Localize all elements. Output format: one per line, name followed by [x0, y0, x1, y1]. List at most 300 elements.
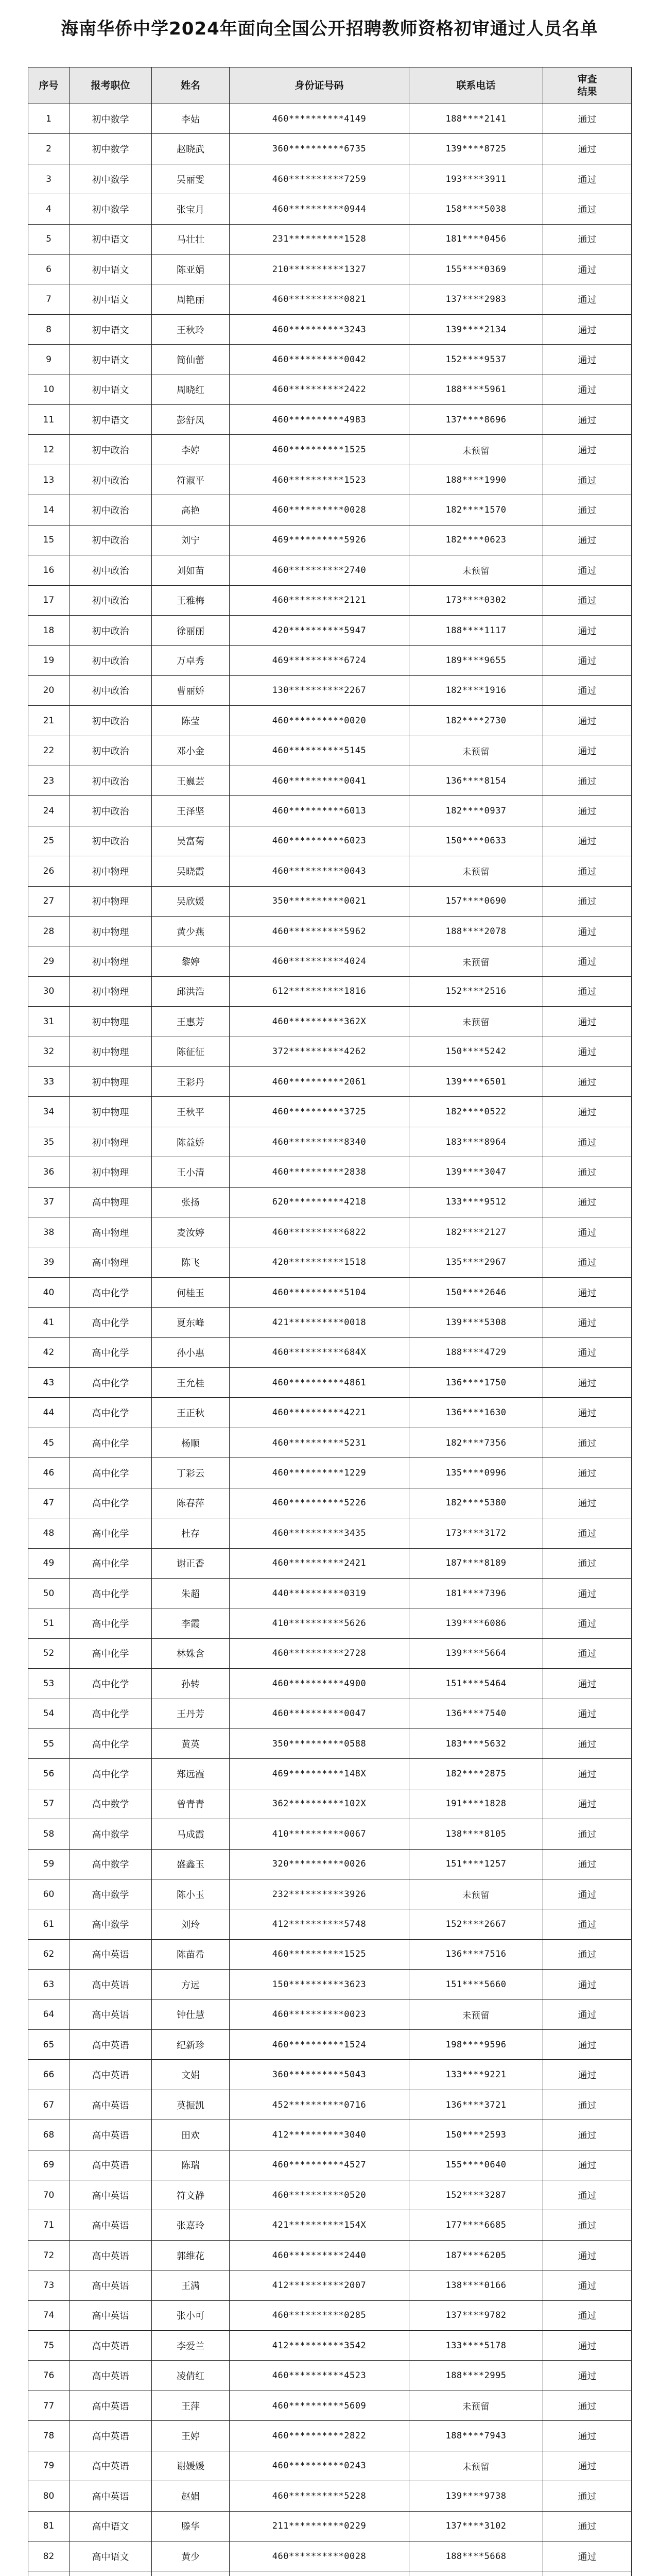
cell-result: 通过 [543, 766, 632, 795]
cell-phone: 187****6205 [409, 2240, 543, 2270]
cell-id: 460**********5145 [230, 736, 409, 766]
cell-result: 通过 [543, 1939, 632, 1969]
cell-position: 高中英语 [70, 1970, 152, 1999]
table-row [28, 1127, 632, 1157]
cell-name: 陈征征 [152, 1037, 230, 1066]
cell-position: 高中英语 [70, 2361, 152, 2391]
cell-name: 滕华 [152, 2511, 230, 2541]
cell-no: 14 [28, 495, 70, 525]
cell-no: 28 [28, 916, 70, 946]
cell-no: 74 [28, 2300, 70, 2330]
cell-id: 460**********4983 [230, 405, 409, 435]
cell-no: 65 [28, 2030, 70, 2060]
cell-no: 66 [28, 2060, 70, 2090]
cell-name: 郭维花 [152, 2240, 230, 2270]
cell-result: 通过 [543, 1999, 632, 2029]
cell-result: 通过 [543, 2481, 632, 2511]
cell-phone: 182****1570 [409, 495, 543, 525]
cell-id: 460**********0520 [230, 2180, 409, 2210]
cell-name: 陈益娇 [152, 1127, 230, 1157]
cell-phone: 188****4729 [409, 1337, 543, 1367]
cell-name: 盛鑫玉 [152, 1849, 230, 1879]
cell-result: 通过 [543, 1428, 632, 1458]
table-row [28, 164, 632, 194]
cell-phone: 155****0369 [409, 255, 543, 284]
table-row [28, 2060, 632, 2090]
cell-no: 25 [28, 826, 70, 856]
cell-name: 陈苗希 [152, 1939, 230, 1969]
cell-position: 高中化学 [70, 1608, 152, 1638]
cell-name: 邓小金 [152, 736, 230, 766]
table-row [28, 1909, 632, 1939]
cell-position: 初中政治 [70, 615, 152, 645]
cell-id: 460**********2421 [230, 1548, 409, 1578]
table-row [28, 1638, 632, 1668]
cell-result: 通过 [543, 976, 632, 1006]
cell-no [28, 2571, 70, 2576]
cell-id: 620**********4218 [230, 1187, 409, 1217]
cell-position: 初中物理 [70, 1127, 152, 1157]
cell-no: 11 [28, 405, 70, 435]
cell-name: 吴丽雯 [152, 164, 230, 194]
cell-id: 410**********5626 [230, 1608, 409, 1638]
cell-name: 曾青青 [152, 1789, 230, 1819]
cell-name: 高艳 [152, 495, 230, 525]
table-row [28, 1669, 632, 1699]
cell-id: 460**********1525 [230, 435, 409, 465]
cell-id: 460**********2061 [230, 1067, 409, 1097]
cell-position: 初中物理 [70, 886, 152, 916]
cell-name: 黄少燕 [152, 916, 230, 946]
cell-position: 高中化学 [70, 1578, 152, 1608]
cell-phone: 138****8105 [409, 1819, 543, 1849]
cell-position: 初中政治 [70, 646, 152, 675]
cell-position: 初中物理 [70, 976, 152, 1006]
table-row [28, 2451, 632, 2481]
cell-id: 460**********2822 [230, 2421, 409, 2451]
cell-name: 王彩丹 [152, 1067, 230, 1097]
cell-result: 通过 [543, 615, 632, 645]
cell-phone: 182****2730 [409, 706, 543, 736]
cell-result: 通过 [543, 2451, 632, 2481]
cell-no: 63 [28, 1970, 70, 1999]
cell-phone: 135****2967 [409, 1247, 543, 1277]
cell-id: 460**********1525 [230, 1939, 409, 1969]
cell-phone: 155****0640 [409, 2150, 543, 2180]
cell-id: 460**********5231 [230, 1428, 409, 1458]
cell-position: 高中数学 [70, 1789, 152, 1819]
cell-no: 43 [28, 1368, 70, 1398]
header-result [543, 67, 632, 104]
cell-no: 62 [28, 1939, 70, 1969]
cell-result: 通过 [543, 1217, 632, 1247]
cell-name: 王丹芳 [152, 1699, 230, 1728]
cell-no: 68 [28, 2120, 70, 2150]
table-row [28, 2150, 632, 2180]
table-row [28, 1488, 632, 1518]
cell-result: 通过 [543, 1638, 632, 1668]
table-row [28, 1608, 632, 1638]
table-row [28, 886, 632, 916]
cell-phone: 133****9221 [409, 2060, 543, 2090]
table-row [28, 1308, 632, 1337]
header-no: 序号 [28, 67, 70, 104]
table-row [28, 1037, 632, 1066]
cell-position: 初中政治 [70, 465, 152, 495]
cell-name: 莫振凯 [152, 2090, 230, 2120]
cell-result: 通过 [543, 1368, 632, 1398]
cell-no: 21 [28, 706, 70, 736]
table-row [28, 1187, 632, 1217]
table-row [28, 255, 632, 284]
cell-name: 王秋玲 [152, 314, 230, 344]
cell-id: 412**********3542 [230, 2331, 409, 2361]
table-row [28, 946, 632, 976]
cell-phone: 未预留 [409, 435, 543, 465]
cell-id: 460**********0020 [230, 706, 409, 736]
cell-name: 黎婷 [152, 946, 230, 976]
cell-no: 45 [28, 1428, 70, 1458]
cell-no: 22 [28, 736, 70, 766]
cell-result: 通过 [543, 1458, 632, 1488]
cell-result: 通过 [543, 1518, 632, 1548]
cell-name: 王允桂 [152, 1368, 230, 1398]
cell-id: 469**********148X [230, 1759, 409, 1789]
cell-id: 460**********0023 [230, 1999, 409, 2029]
cell-no: 32 [28, 1037, 70, 1066]
cell-result: 通过 [543, 405, 632, 435]
table-row [28, 976, 632, 1006]
cell-phone: 139****5308 [409, 1308, 543, 1337]
cell-name: 林姝含 [152, 1638, 230, 1668]
cell-id: 460**********1523 [230, 465, 409, 495]
cell-position: 初中物理 [70, 1157, 152, 1187]
cell-result: 通过 [543, 2030, 632, 2060]
cell-position: 高中英语 [70, 2421, 152, 2451]
cell-phone: 183****5632 [409, 1728, 543, 1758]
cell-name: 杜存 [152, 1518, 230, 1548]
header-position: 报考职位 [70, 67, 152, 104]
cell-no: 61 [28, 1909, 70, 1939]
cell-result: 通过 [543, 946, 632, 976]
cell-phone: 188****2141 [409, 104, 543, 134]
cell-phone: 177****6685 [409, 2210, 543, 2240]
cell-no: 34 [28, 1097, 70, 1127]
cell-position: 初中物理 [70, 1007, 152, 1037]
cell-no: 49 [28, 1548, 70, 1578]
cell-phone: 133****9512 [409, 1187, 543, 1217]
cell-name: 凌倩红 [152, 2361, 230, 2391]
cell-name: 刘宁 [152, 525, 230, 555]
cell-no: 73 [28, 2270, 70, 2300]
cell-name: 吴晓霞 [152, 856, 230, 886]
cell-phone: 未预留 [409, 946, 543, 976]
cell-position: 高中数学 [70, 1879, 152, 1909]
cell-phone: 188****5668 [409, 2541, 543, 2571]
cell-phone: 151****1257 [409, 1849, 543, 1879]
cell-phone: 136****1630 [409, 1398, 543, 1428]
cell-name: 曹丽娇 [152, 675, 230, 705]
cell-name: 周艳丽 [152, 284, 230, 314]
cell-phone: 193****3911 [409, 164, 543, 194]
cell-id: 362**********102X [230, 1789, 409, 1819]
cell-phone: 139****5664 [409, 1638, 543, 1668]
cell-id: 460**********684X [230, 1337, 409, 1367]
cell-no: 13 [28, 465, 70, 495]
cell-no: 24 [28, 796, 70, 826]
cell-position: 高中英语 [70, 2210, 152, 2240]
cell-result: 通过 [543, 1789, 632, 1819]
cell-no: 72 [28, 2240, 70, 2270]
table-row [28, 525, 632, 555]
cell-id: 211**********0229 [230, 2511, 409, 2541]
cell-result [543, 2571, 632, 2576]
cell-phone: 188****1990 [409, 465, 543, 495]
cell-id: 460**********5609 [230, 2391, 409, 2420]
cell-phone: 151****5464 [409, 1669, 543, 1699]
cell-name: 马成霞 [152, 1819, 230, 1849]
cell-phone: 158****5038 [409, 194, 543, 224]
cell-id: 350**********0588 [230, 1728, 409, 1758]
table-row [28, 2391, 632, 2420]
cell-result: 通过 [543, 916, 632, 946]
cell-name: 刘玲 [152, 1909, 230, 1939]
table-row [28, 1007, 632, 1037]
cell-result: 通过 [543, 525, 632, 555]
cell-no: 1 [28, 104, 70, 134]
cell-phone: 135****0996 [409, 1458, 543, 1488]
table-row [28, 2511, 632, 2541]
cell-id: 460**********3435 [230, 1518, 409, 1548]
cell-phone: 139****6086 [409, 1608, 543, 1638]
cell-id: 460**********4221 [230, 1398, 409, 1428]
cell-id: 460**********0041 [230, 766, 409, 795]
cell-position: 高中化学 [70, 1759, 152, 1789]
cell-no: 37 [28, 1187, 70, 1217]
cell-phone: 150****0633 [409, 826, 543, 856]
cell-no: 3 [28, 164, 70, 194]
table-header-row [28, 67, 632, 104]
cell-no: 55 [28, 1728, 70, 1758]
cell-position: 高中化学 [70, 1277, 152, 1307]
cell-result: 通过 [543, 1247, 632, 1277]
cell-id: 421**********0018 [230, 1308, 409, 1337]
cell-position: 初中语文 [70, 224, 152, 254]
cell-position: 高中化学 [70, 1728, 152, 1758]
table-row [28, 134, 632, 164]
cell-result: 通过 [543, 1187, 632, 1217]
cell-phone: 未预留 [409, 1007, 543, 1037]
cell-phone: 136****8154 [409, 766, 543, 795]
cell-id: 150**********3623 [230, 1970, 409, 1999]
table-row [28, 1849, 632, 1879]
cell-phone: 未预留 [409, 736, 543, 766]
cell-id: 460**********2121 [230, 585, 409, 615]
cell-no: 23 [28, 766, 70, 795]
cell-no: 47 [28, 1488, 70, 1518]
cell-result: 通过 [543, 255, 632, 284]
cell-id: 460**********6822 [230, 1217, 409, 1247]
table-row [28, 2030, 632, 2060]
cell-phone: 133****5178 [409, 2331, 543, 2361]
table-row [28, 766, 632, 795]
cell-no: 69 [28, 2150, 70, 2180]
table-row [28, 2240, 632, 2270]
cell-no: 2 [28, 134, 70, 164]
cell-no: 29 [28, 946, 70, 976]
cell-phone: 未预留 [409, 2451, 543, 2481]
cell-result: 通过 [543, 284, 632, 314]
cell-no: 70 [28, 2180, 70, 2210]
cell-position: 高中化学 [70, 1308, 152, 1337]
cell-phone: 173****0302 [409, 585, 543, 615]
cell-name: 谢媛媛 [152, 2451, 230, 2481]
cell-result: 通过 [543, 1970, 632, 1999]
cell-position: 初中物理 [70, 946, 152, 976]
cell-position: 高中物理 [70, 1187, 152, 1217]
table-row [28, 375, 632, 404]
cell-name: 丁彩云 [152, 1458, 230, 1488]
cell-id: 469**********5926 [230, 525, 409, 555]
cell-name: 夏东峰 [152, 1308, 230, 1337]
cell-id: 420**********1518 [230, 1247, 409, 1277]
cell-name: 符淑平 [152, 465, 230, 495]
cell-position: 高中英语 [70, 2451, 152, 2481]
cell-position: 初中物理 [70, 856, 152, 886]
cell-no: 19 [28, 646, 70, 675]
cell-phone: 139****8725 [409, 134, 543, 164]
cell-phone: 173****3172 [409, 1518, 543, 1548]
cell-id: 460**********2440 [230, 2240, 409, 2270]
header-phone: 联系电话 [409, 67, 543, 104]
table-row [28, 585, 632, 615]
cell-result: 通过 [543, 1728, 632, 1758]
cell-position: 初中语文 [70, 405, 152, 435]
cell-result: 通过 [543, 1398, 632, 1428]
cell-no: 10 [28, 375, 70, 404]
table-row [28, 284, 632, 314]
table-row [28, 1518, 632, 1548]
cell-phone: 152****3287 [409, 2180, 543, 2210]
header-name: 姓名 [152, 67, 230, 104]
cell-result: 通过 [543, 1337, 632, 1367]
cell-id: 460**********4527 [230, 2150, 409, 2180]
cell-no: 57 [28, 1789, 70, 1819]
cell-position: 高中化学 [70, 1398, 152, 1428]
cell-result: 通过 [543, 1669, 632, 1699]
cell-no: 9 [28, 345, 70, 375]
table-row [28, 1939, 632, 1969]
cell-id: 412**********5748 [230, 1909, 409, 1939]
cell-position: 初中政治 [70, 495, 152, 525]
cell-name: 方远 [152, 1970, 230, 1999]
cell-phone [409, 2571, 543, 2576]
cell-phone: 182****5380 [409, 1488, 543, 1518]
cell-id: 460**********3243 [230, 314, 409, 344]
cell-no: 67 [28, 2090, 70, 2120]
cell-id: 460**********1229 [230, 1458, 409, 1488]
cell-position: 初中政治 [70, 435, 152, 465]
cell-name: 纪新珍 [152, 2030, 230, 2060]
cell-position: 初中物理 [70, 916, 152, 946]
cell-no: 79 [28, 2451, 70, 2481]
cell-no: 41 [28, 1308, 70, 1337]
cell-result: 通过 [543, 375, 632, 404]
table-row [28, 796, 632, 826]
cell-id: 350**********0021 [230, 886, 409, 916]
cell-phone: 182****7356 [409, 1428, 543, 1458]
cell-position: 初中政治 [70, 706, 152, 736]
cell-position: 高中化学 [70, 1458, 152, 1488]
table-row [28, 495, 632, 525]
cell-name: 陈亚娟 [152, 255, 230, 284]
cell-phone: 136****1750 [409, 1368, 543, 1398]
cell-name: 符文静 [152, 2180, 230, 2210]
cell-id: 360**********5043 [230, 2060, 409, 2090]
cell-phone: 未预留 [409, 1999, 543, 2029]
cell-no: 58 [28, 1819, 70, 1849]
cell-no: 17 [28, 585, 70, 615]
cell-result: 通过 [543, 2270, 632, 2300]
cell-id: 460**********0243 [230, 2451, 409, 2481]
cell-result: 通过 [543, 1879, 632, 1909]
cell-no: 50 [28, 1578, 70, 1608]
cell-no: 33 [28, 1067, 70, 1097]
cell-phone: 137****8696 [409, 405, 543, 435]
cell-position: 高中化学 [70, 1699, 152, 1728]
table-row [28, 2421, 632, 2451]
cell-no: 59 [28, 1849, 70, 1879]
cell-id: 460**********5228 [230, 2481, 409, 2511]
cell-name: 李霞 [152, 1608, 230, 1638]
cell-result: 通过 [543, 2120, 632, 2150]
cell-no: 30 [28, 976, 70, 1006]
cell-phone: 138****0166 [409, 2270, 543, 2300]
cell-result: 通过 [543, 856, 632, 886]
cell-name: 刘如苗 [152, 555, 230, 585]
cell-no: 31 [28, 1007, 70, 1037]
table-row [28, 2541, 632, 2571]
document-title: 海南华侨中学2024年面向全国公开招聘教师资格初审通过人员名单 [61, 19, 598, 39]
table-row [28, 736, 632, 766]
cell-id: 460**********0028 [230, 495, 409, 525]
cell-result: 通过 [543, 736, 632, 766]
cell-name: 文娟 [152, 2060, 230, 2090]
cell-result: 通过 [543, 1007, 632, 1037]
cell-position: 高中英语 [70, 2120, 152, 2150]
cell-phone: 181****7396 [409, 1578, 543, 1608]
header-result-line2: 结果 [577, 86, 597, 97]
cell-no: 16 [28, 555, 70, 585]
cell-phone: 151****5660 [409, 1970, 543, 1999]
cell-position: 初中物理 [70, 1037, 152, 1066]
table-row [28, 2090, 632, 2120]
table-row [28, 2331, 632, 2361]
cell-result: 通过 [543, 646, 632, 675]
cell-position: 初中政治 [70, 796, 152, 826]
cell-phone: 188****1117 [409, 615, 543, 645]
cell-name: 王婷 [152, 2421, 230, 2451]
table-row [28, 2180, 632, 2210]
cell-id: 460**********4861 [230, 1368, 409, 1398]
cell-position: 高中英语 [70, 2331, 152, 2361]
cell-name: 徐丽丽 [152, 615, 230, 645]
cell-id: 460**********0028 [230, 2541, 409, 2571]
cell-name: 马壮壮 [152, 224, 230, 254]
cell-phone: 188****2995 [409, 2361, 543, 2391]
cell-phone: 未预留 [409, 856, 543, 886]
cell-id: 460**********6023 [230, 826, 409, 856]
